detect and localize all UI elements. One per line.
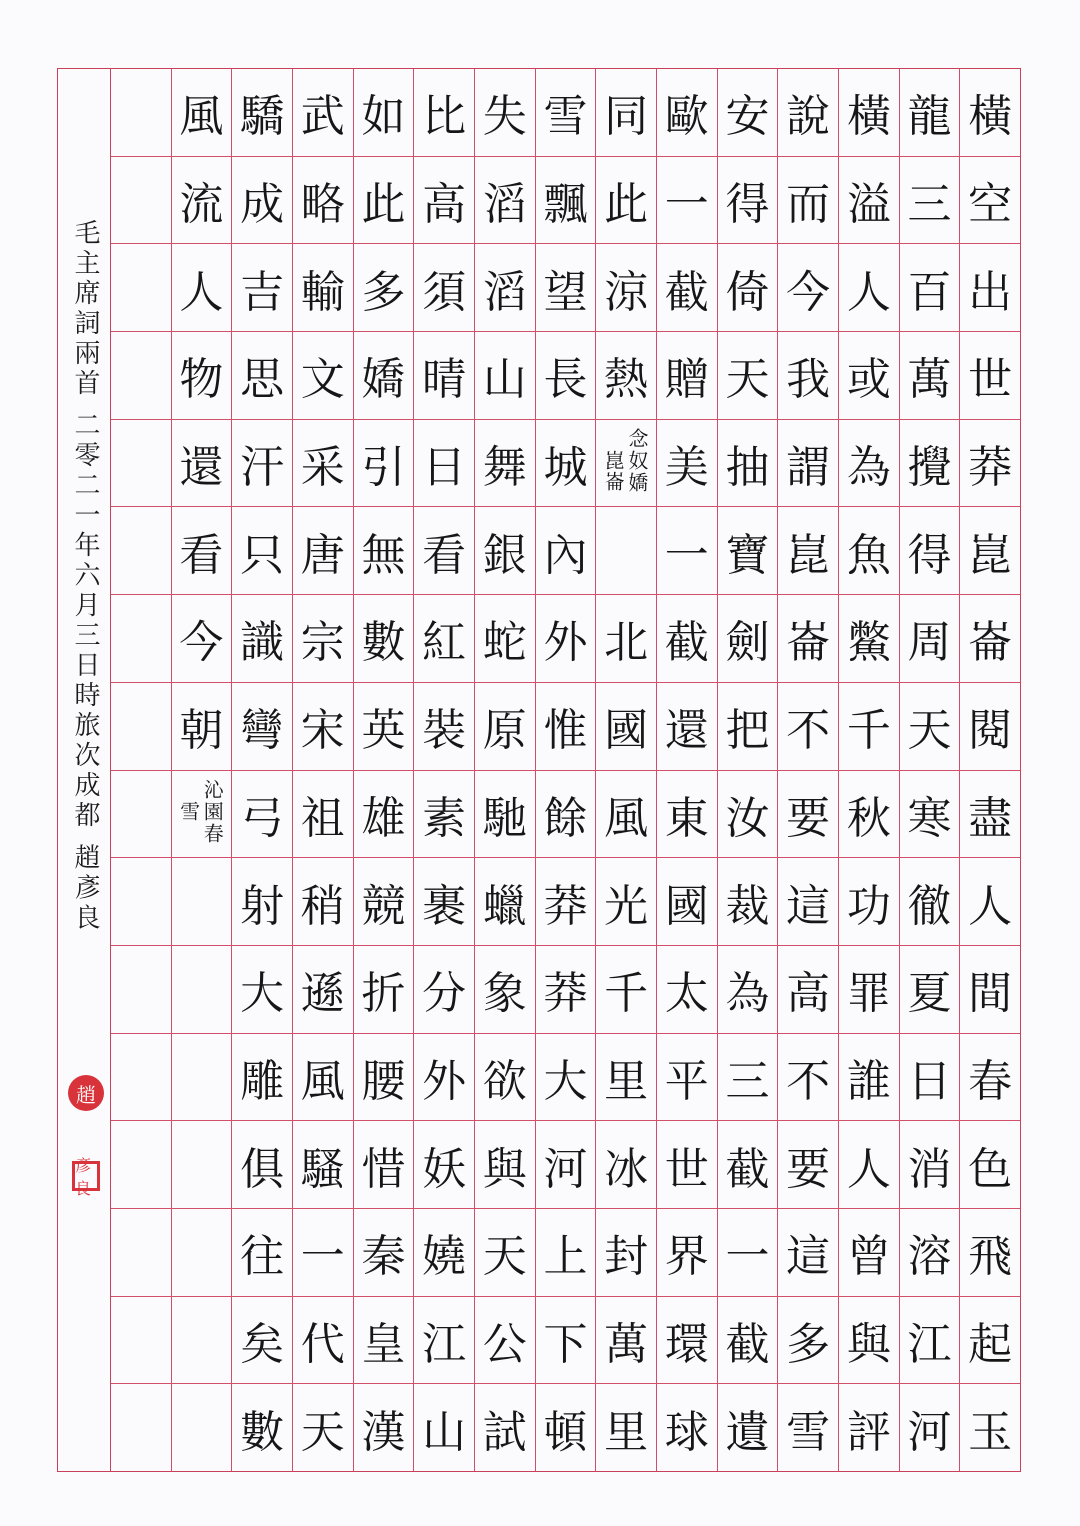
grid-cell: 惜 — [354, 1121, 414, 1209]
grid-cell: 世 — [657, 1121, 717, 1209]
grid-column — [777, 69, 838, 1471]
grid-cell: 驕 — [232, 69, 292, 157]
grid-cell — [111, 946, 171, 1034]
grid-cell: 盡 — [960, 771, 1020, 859]
grid-cell: 國 — [657, 858, 717, 946]
grid-cell: 裝 — [414, 683, 474, 771]
grid-cell: 象 — [475, 946, 535, 1034]
grid-cell — [172, 946, 232, 1034]
grid-cell: 界 — [657, 1209, 717, 1297]
grid-cell: 今 — [778, 244, 838, 332]
grid-cell: 舞 — [475, 420, 535, 508]
grid-cell: 此 — [354, 157, 414, 245]
grid-cell: 稍 — [293, 858, 353, 946]
grid-cell: 素 — [414, 771, 474, 859]
grid-cell: 三 — [900, 157, 960, 245]
grid-column — [717, 69, 778, 1471]
grid-cell: 美 — [657, 420, 717, 508]
grid-cell: 數 — [354, 595, 414, 683]
grid-cell: 為 — [718, 946, 778, 1034]
grid-cell: 崙 — [960, 595, 1020, 683]
grid-cell — [111, 1034, 171, 1122]
grid-cell: 要 — [778, 771, 838, 859]
grid-cell: 與 — [839, 1297, 899, 1385]
inscription-column — [58, 69, 111, 1471]
grid-cell: 這 — [778, 1209, 838, 1297]
grid-cell: 不 — [778, 683, 838, 771]
grid-cell: 消 — [900, 1121, 960, 1209]
grid-cell: 這 — [778, 858, 838, 946]
grid-cell: 江 — [414, 1297, 474, 1385]
grid-cell: 為 — [839, 420, 899, 508]
grid-cell: 國 — [596, 683, 656, 771]
grid-cell: 溢 — [839, 157, 899, 245]
poem-title-sub: 雪 — [176, 800, 201, 822]
poem-title — [596, 420, 656, 508]
grid-cell: 試 — [482, 1406, 527, 1458]
grid-cell: 罪 — [839, 946, 899, 1034]
grid-cell: 宗 — [293, 595, 353, 683]
grid-cell: 分 — [414, 946, 474, 1034]
grid-cell: 要 — [778, 1121, 838, 1209]
grid-cell — [111, 1209, 171, 1297]
grid-column — [231, 69, 292, 1471]
grid-cell: 外 — [536, 595, 596, 683]
grid-cell: 一 — [657, 157, 717, 245]
grid-cell: 輸 — [293, 244, 353, 332]
poem-title — [172, 771, 232, 859]
grid-cell: 流 — [172, 157, 232, 245]
inscription-text: 毛主席詞兩首 二零二一年六月三日時旅次成都 趙彥良 — [70, 219, 100, 934]
grid-cell: 略 — [293, 157, 353, 245]
grid-cell: 晴 — [414, 332, 474, 420]
grid-cell: 原 — [475, 683, 535, 771]
grid-cell: 與 — [475, 1121, 535, 1209]
grid-cell: 千 — [839, 683, 899, 771]
grid-cell — [172, 858, 232, 946]
grid-column — [595, 69, 656, 1471]
grid-cell: 餘 — [536, 771, 596, 859]
grid-cell: 人 — [839, 244, 899, 332]
grid-cell: 騷 — [293, 1121, 353, 1209]
grid-cell: 汝 — [718, 771, 778, 859]
grid-cell: 俱 — [232, 1121, 292, 1209]
grid-column — [899, 69, 960, 1471]
grid-cell: 贈 — [657, 332, 717, 420]
grid-cell: 抽 — [718, 420, 778, 508]
grid-cell: 雕 — [232, 1034, 292, 1122]
grid-cell: 評 — [846, 1406, 891, 1458]
grid-cell: 大 — [232, 946, 292, 1034]
grid-cell: 滔 — [475, 157, 535, 245]
grid-cell — [111, 244, 171, 332]
grid-cell: 雄 — [354, 771, 414, 859]
grid-cell — [111, 1297, 171, 1385]
grid-cell — [111, 157, 171, 245]
grid-cell: 天 — [718, 332, 778, 420]
grid-cell: 不 — [778, 1034, 838, 1122]
grid-cell: 崑 — [778, 507, 838, 595]
grid-cell: 代 — [293, 1297, 353, 1385]
grid-column — [413, 69, 474, 1471]
grid-cell: 裁 — [718, 858, 778, 946]
grid-cell: 封 — [596, 1209, 656, 1297]
grid-cell: 朝 — [172, 683, 232, 771]
grid-cell: 把 — [718, 683, 778, 771]
grid-cell — [111, 507, 171, 595]
grid-cell: 里 — [604, 1406, 649, 1458]
grid-cell: 比 — [414, 69, 474, 157]
grid-cell: 河 — [907, 1406, 952, 1458]
grid-cell: 空 — [960, 157, 1020, 245]
grid-cell: 截 — [657, 244, 717, 332]
grid-cell — [111, 420, 171, 508]
grid-cell: 北 — [596, 595, 656, 683]
poem-title-main: 念奴嬌 — [624, 427, 649, 494]
grid-column — [838, 69, 899, 1471]
grid-cell: 長 — [536, 332, 596, 420]
grid-cell: 下 — [536, 1297, 596, 1385]
grid-cell: 惟 — [536, 683, 596, 771]
grid-cell: 城 — [536, 420, 596, 508]
grid-cell — [172, 1384, 232, 1471]
grid-cell: 夏 — [900, 946, 960, 1034]
grid-cell: 裹 — [414, 858, 474, 946]
grid-cell: 遜 — [293, 946, 353, 1034]
grid-cell: 蠟 — [475, 858, 535, 946]
grid-cell: 雪 — [536, 69, 596, 157]
grid-cell: 攪 — [900, 420, 960, 508]
grid-cell: 武 — [293, 69, 353, 157]
grid-cell: 里 — [596, 1034, 656, 1122]
grid-cell: 間 — [960, 946, 1020, 1034]
grid-cell: 江 — [900, 1297, 960, 1385]
grid-cell: 鱉 — [839, 595, 899, 683]
grid-cell — [172, 1121, 232, 1209]
grid-cell: 色 — [960, 1121, 1020, 1209]
grid-cell: 看 — [172, 507, 232, 595]
grid-cell: 三 — [718, 1034, 778, 1122]
grid-cell: 上 — [536, 1209, 596, 1297]
grid-column — [474, 69, 535, 1471]
grid-cell: 橫 — [960, 69, 1020, 157]
grid-cell: 冰 — [596, 1121, 656, 1209]
grid-cell: 春 — [960, 1034, 1020, 1122]
grid-cell: 宋 — [293, 683, 353, 771]
grid-cell: 皇 — [354, 1297, 414, 1385]
grid-cell: 銀 — [475, 507, 535, 595]
grid-cell: 太 — [657, 946, 717, 1034]
grid-cell: 出 — [960, 244, 1020, 332]
grid-cell — [111, 1384, 171, 1471]
grid-cell: 數 — [240, 1406, 285, 1458]
grid-cell — [111, 332, 171, 420]
grid-cell: 成 — [232, 157, 292, 245]
grid-cell: 截 — [718, 1297, 778, 1385]
grid-cell: 弓 — [232, 771, 292, 859]
grid-cell — [111, 595, 171, 683]
grid-cell: 曾 — [839, 1209, 899, 1297]
grid-cell: 一 — [657, 507, 717, 595]
grid-cell: 多 — [778, 1297, 838, 1385]
grid-cell: 倚 — [718, 244, 778, 332]
grid-cell: 得 — [900, 507, 960, 595]
grid-cell: 雪 — [786, 1406, 831, 1458]
grid-cell: 嬈 — [414, 1209, 474, 1297]
grid-cell: 或 — [839, 332, 899, 420]
grid-cell: 世 — [960, 332, 1020, 420]
grid-cell: 謂 — [778, 420, 838, 508]
round-seal-icon: 趙 — [68, 1075, 104, 1111]
grid-cell: 人 — [960, 858, 1020, 946]
grid-cell: 崑 — [960, 507, 1020, 595]
grid-cell: 祖 — [293, 771, 353, 859]
grid-cell: 汗 — [232, 420, 292, 508]
grid-cell: 我 — [778, 332, 838, 420]
poem-title-sub: 崑崙 — [601, 449, 626, 492]
grid-cell: 還 — [657, 683, 717, 771]
character-grid — [111, 69, 1020, 1471]
grid-cell: 折 — [354, 946, 414, 1034]
grid-column — [111, 69, 171, 1471]
grid-cell: 紅 — [414, 595, 474, 683]
grid-cell: 外 — [414, 1034, 474, 1122]
grid-column — [535, 69, 596, 1471]
grid-cell — [111, 69, 171, 157]
grid-cell: 萬 — [900, 332, 960, 420]
grid-cell: 欲 — [475, 1034, 535, 1122]
grid-cell — [172, 1034, 232, 1122]
grid-cell: 千 — [596, 946, 656, 1034]
grid-cell: 還 — [172, 420, 232, 508]
grid-cell — [111, 771, 171, 859]
grid-cell: 妖 — [414, 1121, 474, 1209]
grid-cell: 百 — [900, 244, 960, 332]
grid-cell: 射 — [232, 858, 292, 946]
grid-cell: 秦 — [354, 1209, 414, 1297]
grid-cell: 滔 — [475, 244, 535, 332]
grid-cell: 思 — [232, 332, 292, 420]
grid-cell: 誰 — [839, 1034, 899, 1122]
grid-cell: 風 — [172, 69, 232, 157]
grid-cell: 矣 — [232, 1297, 292, 1385]
grid-column — [656, 69, 717, 1471]
grid-cell: 山 — [475, 332, 535, 420]
grid-cell: 閱 — [960, 683, 1020, 771]
grid-cell: 一 — [718, 1209, 778, 1297]
grid-cell: 崙 — [778, 595, 838, 683]
grid-cell: 漢 — [361, 1406, 406, 1458]
grid-cell: 起 — [960, 1297, 1020, 1385]
grid-cell: 頓 — [543, 1406, 588, 1458]
grid-cell: 功 — [839, 858, 899, 946]
grid-cell: 寶 — [718, 507, 778, 595]
grid-cell — [172, 1297, 232, 1385]
grid-cell: 說 — [778, 69, 838, 157]
grid-cell: 吉 — [232, 244, 292, 332]
grid-cell — [596, 507, 656, 595]
grid-cell: 劍 — [718, 595, 778, 683]
grid-cell: 秋 — [839, 771, 899, 859]
grid-cell: 莽 — [960, 420, 1020, 508]
grid-cell: 溶 — [900, 1209, 960, 1297]
grid-cell: 飄 — [536, 157, 596, 245]
grid-cell: 飛 — [960, 1209, 1020, 1297]
grid-cell: 熱 — [596, 332, 656, 420]
grid-cell: 識 — [232, 595, 292, 683]
grid-cell: 失 — [475, 69, 535, 157]
grid-cell: 風 — [596, 771, 656, 859]
grid-cell: 望 — [536, 244, 596, 332]
grid-cell — [111, 683, 171, 771]
grid-cell — [111, 858, 171, 946]
grid-cell: 山 — [422, 1406, 467, 1458]
grid-cell: 風 — [293, 1034, 353, 1122]
grid-cell: 看 — [414, 507, 474, 595]
grid-cell: 無 — [354, 507, 414, 595]
grid-cell: 一 — [293, 1209, 353, 1297]
grid-cell: 如 — [354, 69, 414, 157]
grid-cell: 同 — [596, 69, 656, 157]
grid-cell: 須 — [414, 244, 474, 332]
grid-cell: 文 — [293, 332, 353, 420]
grid-cell: 環 — [657, 1297, 717, 1385]
grid-cell: 東 — [657, 771, 717, 859]
grid-cell: 莽 — [536, 946, 596, 1034]
grid-cell: 平 — [657, 1034, 717, 1122]
grid-cell: 球 — [664, 1406, 709, 1458]
grid-cell: 徹 — [900, 858, 960, 946]
grid-cell: 寒 — [900, 771, 960, 859]
grid-cell: 彎 — [232, 683, 292, 771]
grid-column — [959, 69, 1020, 1471]
grid-cell: 內 — [536, 507, 596, 595]
grid-cell: 高 — [778, 946, 838, 1034]
grid-cell — [172, 1209, 232, 1297]
grid-column — [292, 69, 353, 1471]
grid-cell: 龍 — [900, 69, 960, 157]
grid-cell: 天 — [300, 1406, 345, 1458]
grid-cell: 高 — [414, 157, 474, 245]
grid-cell: 光 — [596, 858, 656, 946]
poem-title-main: 沁園春 — [200, 778, 225, 845]
grid-cell: 人 — [839, 1121, 899, 1209]
grid-cell: 今 — [172, 595, 232, 683]
grid-cell: 得 — [718, 157, 778, 245]
grid-cell: 而 — [778, 157, 838, 245]
grid-cell: 大 — [536, 1034, 596, 1122]
grid-cell: 蛇 — [475, 595, 535, 683]
grid-cell: 英 — [354, 683, 414, 771]
grid-cell: 天 — [900, 683, 960, 771]
grid-cell: 萬 — [596, 1297, 656, 1385]
grid-cell: 莽 — [536, 858, 596, 946]
grid-cell: 周 — [900, 595, 960, 683]
grid-cell: 涼 — [596, 244, 656, 332]
grid-cell: 截 — [718, 1121, 778, 1209]
grid-cell: 只 — [232, 507, 292, 595]
grid-cell: 河 — [536, 1121, 596, 1209]
grid-cell: 公 — [475, 1297, 535, 1385]
grid-cell: 遺 — [725, 1406, 770, 1458]
grid-cell: 多 — [354, 244, 414, 332]
square-seal-icon: 彥良 — [72, 1161, 100, 1191]
grid-cell: 此 — [596, 157, 656, 245]
grid-cell: 腰 — [354, 1034, 414, 1122]
grid-cell: 物 — [172, 332, 232, 420]
grid-cell: 馳 — [475, 771, 535, 859]
grid-cell: 魚 — [839, 507, 899, 595]
calligraphy-sheet — [57, 68, 1021, 1472]
grid-cell: 嬌 — [354, 332, 414, 420]
grid-cell: 競 — [354, 858, 414, 946]
grid-cell: 引 — [354, 420, 414, 508]
grid-cell: 玉 — [968, 1406, 1013, 1458]
grid-column — [353, 69, 414, 1471]
grid-cell: 安 — [718, 69, 778, 157]
grid-cell: 截 — [657, 595, 717, 683]
grid-cell: 采 — [293, 420, 353, 508]
grid-cell — [111, 1121, 171, 1209]
grid-cell: 往 — [232, 1209, 292, 1297]
grid-cell: 天 — [475, 1209, 535, 1297]
grid-cell: 日 — [414, 420, 474, 508]
grid-cell: 人 — [172, 244, 232, 332]
grid-cell: 唐 — [293, 507, 353, 595]
grid-cell: 日 — [900, 1034, 960, 1122]
grid-column — [171, 69, 232, 1471]
grid-cell: 歐 — [657, 69, 717, 157]
grid-cell: 橫 — [839, 69, 899, 157]
